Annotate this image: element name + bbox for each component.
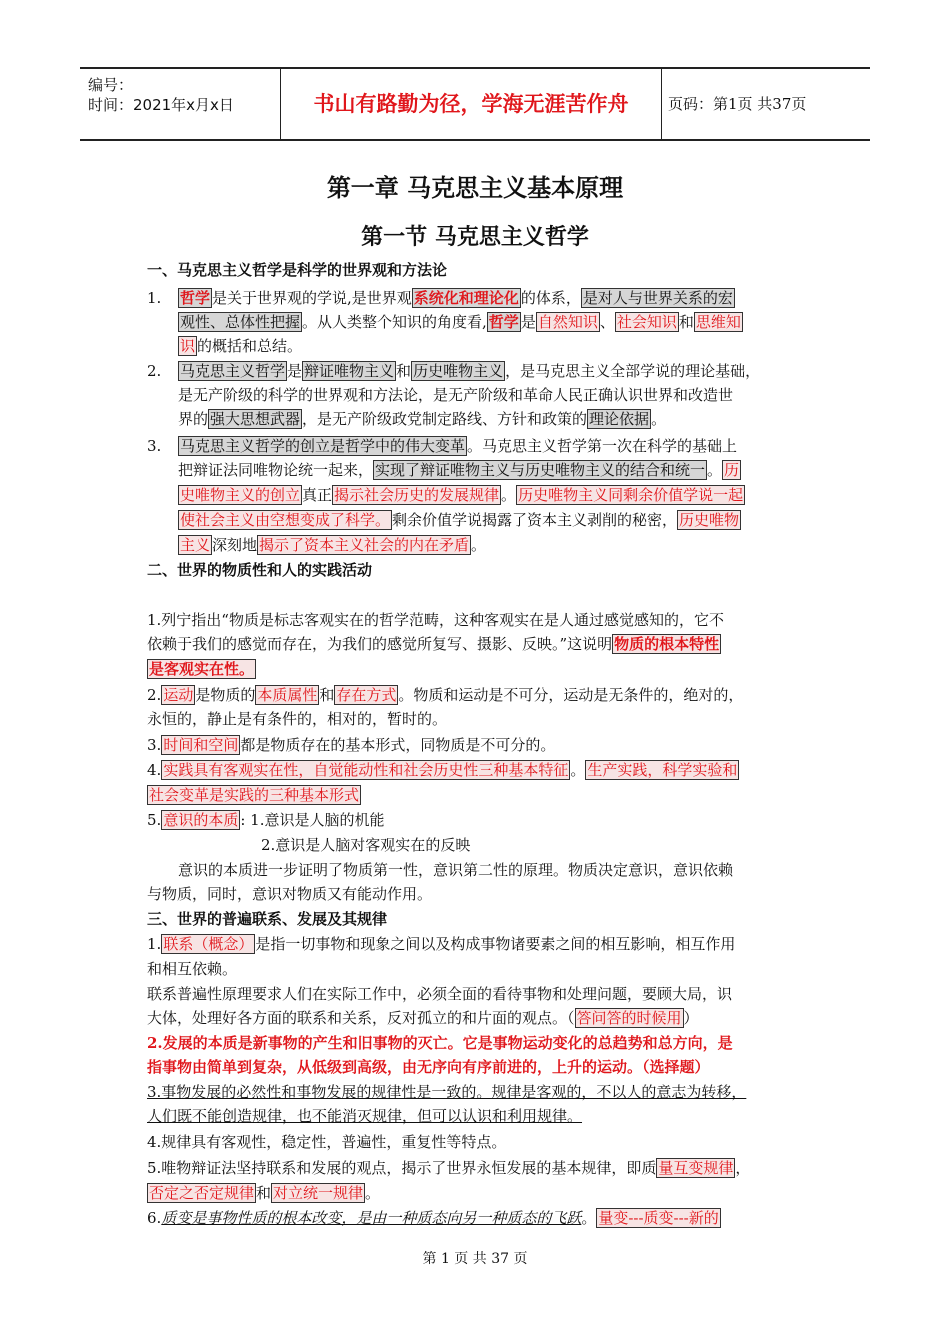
item-1-line-3: 识 的概括和总结。	[180, 337, 303, 355]
item-2-line-2: 是无产阶级的科学的世界观和方法论，是无产阶级和革命人民正确认识世界和改造世	[178, 386, 734, 404]
section-title: 第一节 马克思主义哲学	[361, 224, 589, 250]
s2-p1-line-3: 是客观实在性。	[149, 660, 255, 678]
s3-p1-line-4: 大体，处理好各方面的联系和关系，反对孤立的和片面的观点。（ 答问答的时候用 ）	[147, 1009, 699, 1027]
s3-p2-line-2: 指事物由简单到复杂，从低级到高级，由无序向有序前进的，上升的运动。（选择题）	[147, 1058, 710, 1076]
item-3-num: 3.	[147, 437, 162, 455]
serial-label: 编号：	[88, 76, 134, 94]
s2-p1-line-2: 依赖于我们的感觉而存在，为我们的感觉所复写、摄影、反映。”这说明 物质的根本特性	[147, 635, 720, 653]
s3-p6-line: 6.质变是事物性质的根本改变，是由一种质态向另一种质态的飞跃。 量变---质变---新的	[147, 1209, 719, 1227]
item-3-line-4: 使社会主义由空想变成了科学。 剩余价值学说揭露了资本主义剥削的秘密， 历史唯物	[180, 511, 740, 529]
s2-p5-line-4: 与物质，同时，意识对物质又有能动作用。	[147, 885, 433, 903]
section-2-heading: 二、世界的物质性和人的实践活动	[147, 561, 373, 579]
s2-p2-line-2: 永恒的，静止是有条件的，相对的，暂时的。	[147, 710, 448, 728]
header-motto: 书山有路勤为径，学海无涯苦作舟	[280, 69, 662, 139]
s2-p4-line-2: 社会变革是实践的三种基本形式	[149, 786, 360, 804]
s3-p5-line-1: 5.唯物辩证法坚持联系和发展的观点，揭示了世界永恒发展的基本规律，即质 量互变规律 ，	[147, 1159, 751, 1177]
item-3-line-5: 主义 深刻地 揭示了资本主义社会的内在矛盾 。	[180, 536, 487, 554]
section-1-heading: 一、马克思主义哲学是科学的世界观和方法论	[147, 261, 448, 279]
s2-p5-line-1: 5. 意识的本质 : 1.意识是人脑的机能	[147, 811, 385, 829]
item-3-line-1: 马克思主义哲学的创立是哲学中的伟大变革 。马克思主义哲学第一次在科学的基础上	[180, 437, 738, 455]
s2-p2-line-1: 2. 运动 是物质的 本质属性 和 存在方式 。物质和运动是不可分，运动是无条件的，绝对的，	[147, 686, 744, 704]
item-1-num: 1.	[147, 289, 162, 307]
s3-p1-line-2: 和相互依赖。	[147, 960, 238, 978]
s3-p3-line-1: 3.事物发展的必然性和事物发展的规律性是一致的。规律是客观的，不以人的意志为转移，	[147, 1083, 747, 1101]
section-3-heading: 三、世界的普遍联系、发展及其规律	[147, 910, 388, 928]
item-2-line-1: 马克思主义哲学 是 辩证唯物主义 和 历史唯物主义 ，是马克思主义全部学说的理论基础，	[180, 362, 761, 380]
header-meta	[80, 69, 280, 139]
s3-p1-line-1: 1. 联系（概念） 是指一切事物和现象之间以及构成事物诸要素之间的相互影响，相互作用	[147, 935, 736, 953]
item-1-line-2: 观性、总体性把握 。从人类整个知识的角度看, 哲学 是 自然知识 、 社会知识 和 思维知	[180, 313, 741, 331]
header-page-number: 页码：第1页 共37页	[668, 95, 807, 113]
item-3-line-3: 史唯物主义的创立 真正 揭示社会历史的发展规律 。 历史唯物主义同剩余价值学说一起	[180, 486, 744, 504]
s3-p3-line-2: 人们既不能创造规律，也不能消灭规律，但可以认识和利用规律。	[147, 1107, 583, 1125]
s2-p4-line-1: 4. 实践具有客观实在性，自觉能动性和社会历史性三种基本特征 。 生产实践，科学实验和	[147, 761, 738, 779]
chapter-title: 第一章 马克思主义基本原理	[326, 173, 624, 202]
s3-p2-line-1: 2.发展的本质是新事物的产生和旧事物的灭亡。它是事物运动变化的总趋势和总方向，是	[147, 1034, 733, 1052]
item-2-line-3: 界的 强大思想武器 ，是无产阶级政党制定路线、方针和政策的 理论依据 。	[178, 410, 667, 428]
s2-p3-line: 3. 时间和空间 都是物质存在的基本形式，同物质是不可分的。	[147, 736, 556, 754]
s3-p4-line: 4.规律具有客观性，稳定性，普遍性，重复性等特点。	[147, 1133, 507, 1151]
page-footer: 第 1 页 共 37 页	[422, 1251, 528, 1267]
s2-p1-line-1: 1.列宁指出“物质是标志客观实在的哲学范畴，这种客观实在是人通过感觉感知的，它不	[147, 611, 724, 629]
time-label: 时间：2021年x月x日	[88, 96, 234, 114]
item-3-line-2: 把辩证法同唯物论统一起来， 实现了辩证唯物主义与历史唯物主义的结合和统一 。 历	[178, 461, 740, 479]
item-1-line-1: 哲学 是关于世界观的学说,是世界观 系统化和理论化 的体系， 是对人与世界关系的宏	[180, 289, 733, 307]
s2-p5-line-2: 2.意识是人脑对客观实在的反映	[261, 836, 471, 854]
s3-p5-line-2: 否定之否定规律 和 对立统一规律 。	[149, 1184, 381, 1202]
s2-p5-line-3: 意识的本质进一步证明了物质第一性，意识第二性的原理。物质决定意识，意识依赖	[178, 861, 734, 879]
s3-p1-line-3: 联系普遍性原理要求人们在实际工作中，必须全面的看待事物和处理问题，要顾大局，识	[147, 985, 733, 1003]
page-header	[80, 67, 870, 141]
item-2-num: 2.	[147, 362, 162, 380]
